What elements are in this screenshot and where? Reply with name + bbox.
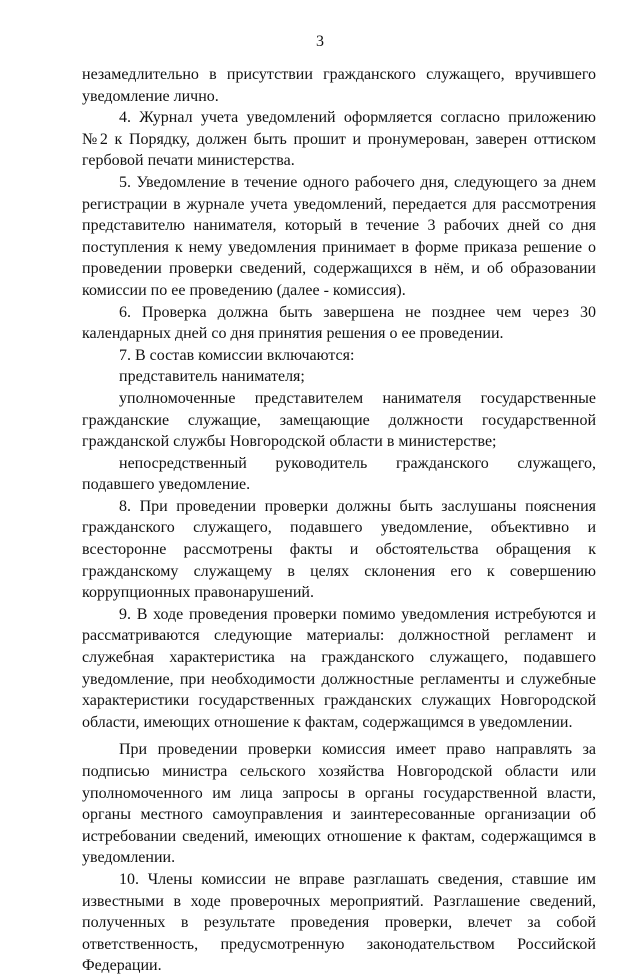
paragraph-item-5: 5. Уведомление в течение одного рабочего дня, следующего за днем регистрации в журнале учета уведомлений, передается для рассмотрения представителю нанимателя, который в течение 3 рабочих дней со дня поступления к нему уведомления принимает в форме приказа решение о проведении проверки сведений, содержащихся в нём, и об образовании комиссии по ее проведению (далее - комиссия). <box>82 173 596 299</box>
paragraph-item-4: 4. Журнал учета уведомлений оформляется согласно приложению №2 к Порядку, должен быть прошит и пронумерован, заверен оттиском гербовой печати министерства. <box>82 109 596 170</box>
paragraph-item-8: 8. При проведении проверки должны быть заслушаны пояснения гражданского служащего, подавшего уведомление, объективно и всесторонне рассмотрены факты и обстоятельства обращения к гражданскому служащему в целях склонения его к совершению коррупционных правонарушений. <box>82 497 596 602</box>
commission-member-direct-supervisor: непосредственный руководитель гражданского служащего, подавшего уведомление. <box>82 454 596 494</box>
commission-member-authorized-servants: уполномоченные представителем нанимателя государственные гражданские служащие, замещающие должности государственной гражданской службы Новгородской области в министерстве; <box>82 389 596 451</box>
page-number: 3 <box>316 33 324 50</box>
paragraph-item-7: 7. В состав комиссии включаются: <box>119 346 355 364</box>
commission-member-employer-representative: представитель нанимателя; <box>119 368 305 386</box>
paragraph-continuation: незамедлительно в присутствии гражданского служащего, вручившего уведомление лично. <box>82 66 596 105</box>
paragraph-item-6: 6. Проверка должна быть завершена не позднее чем через 30 календарных дней со дня принятия решения о ее проведении. <box>82 303 596 343</box>
paragraph-inquiry-rights: При проведении проверки комиссия имеет право направлять за подписью министра сельского хозяйства Новгородской области или уполномоченного им лица запросы в органы государственной власти, органы местного самоуправления и заинтересованные организации об истребовании сведений, имеющих отношение к фактам, содержащимся в уведомлении. <box>82 741 596 867</box>
paragraph-item-9: 9. В ходе проведения проверки помимо уведомления истребуются и рассматриваются следующие материалы: должностной регламент и служебная характеристика на гражданского служащего, подавшего уведомление, при необходимости должностные регламенты и служебные характеристики государственных гражданских служащих Новгородской области, имеющих отношение к фактам, содержащимся в уведомлении. <box>82 605 596 731</box>
document-body <box>82 64 596 977</box>
paragraph-item-10: 10. Члены комиссии не вправе разглашать сведения, ставшие им известными в ходе проверочных мероприятий. Разглашение сведений, полученных в результате проведения проверки, влечет за собой ответственность, предусмотренную законодательством Российской Федерации. <box>82 870 596 975</box>
